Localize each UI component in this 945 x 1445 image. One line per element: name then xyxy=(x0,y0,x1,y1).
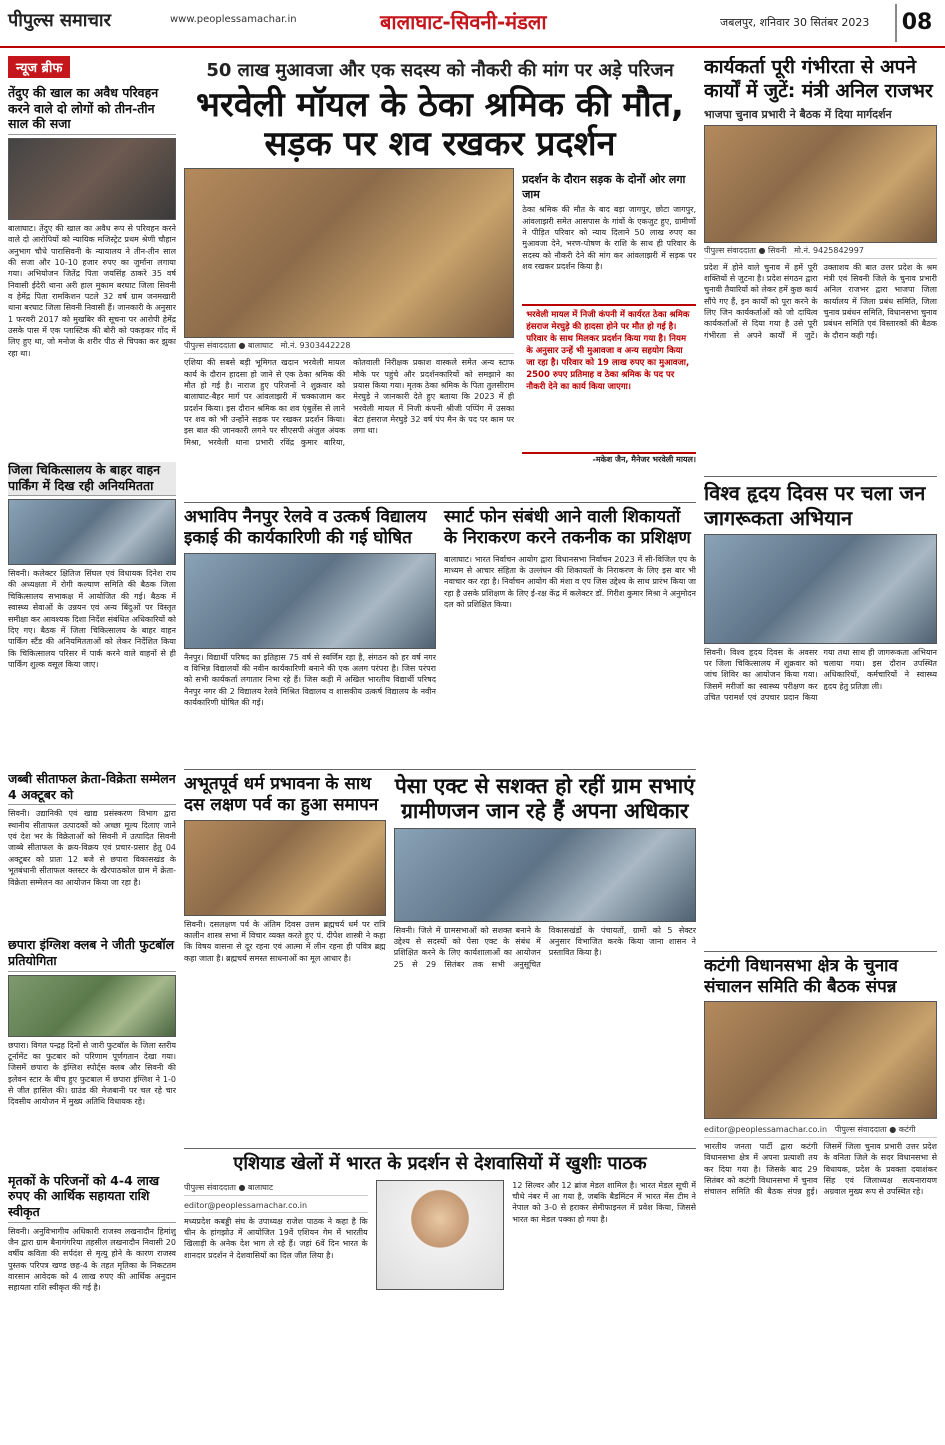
rajbhar-headline: कार्यकर्ता पूरी गंभीरता से अपने कार्यों में जुटें: मंत्री अनिल राजभर xyxy=(704,56,933,102)
procession-photo xyxy=(184,820,386,916)
abvp-group-photo xyxy=(184,553,436,649)
lead-credit: पीपुल्स संवाददाता ● बालाघाट xyxy=(184,341,273,351)
smartphone-training-headline: स्मार्ट फोन संबंधी आने वाली शिकायतों के निराकरण करने तकनीक का प्रशिक्षण xyxy=(444,507,691,549)
page-number: 08 xyxy=(895,4,937,42)
dateline: जबलपुर, शनिवार 30 सितंबर 2023 xyxy=(720,16,870,29)
manager-quote: भरवेली मायल में निजी कंपनी में कार्यरत ठेका श्रमिक हंसराज मेरघुड़े की हादसा होने पर मौत हो गई है। परिवार के साथ मिलकर प्रदर्शन किया गया है। नियम के अनुसार उन्हें भी मुआवजा व अन्य सहयोग किया जा रहा है। परिवार को 19 लाख रुपए का मुआवजा, 2500 रुपए प्रतिमाह व ठेका श्रमिक के पद पर नौकरी देने का कार्य किया जाएगा। xyxy=(522,304,696,454)
brief-headline-football: छपारा इंग्लिश क्लब ने जीती फुटबॉल प्रतियोगिता xyxy=(8,937,176,971)
katangi-meeting-photo xyxy=(704,1001,937,1119)
right-stories xyxy=(704,56,937,1436)
katangi-email[interactable]: editor@peoplessamachar.co.in xyxy=(704,1125,828,1134)
pesa-headline: पेसा एक्ट से सशक्त हो रहीं ग्राम सभाएं ग्रामीणजन जान रहे हैं अपना अधिकार xyxy=(394,774,695,824)
brief-headline-sitaphal: जब्बी सीताफल क्रेता-विक्रेता सम्मेलन 4 अक्टूबर को xyxy=(8,771,176,805)
masthead xyxy=(0,0,945,48)
dharma-headline: अभूतपूर्व धर्म प्रभावना के साथ दस लक्षण पर्व का हुआ समापन xyxy=(184,774,379,816)
lead-mobile: मो.नं. 9303442228 xyxy=(280,341,351,351)
brief-text-aid: सिवनी। अनुविभागीय अधिकारी राजस्व लखनादौन हिमांशु जैन द्वारा ग्राम बैनागंगरिया तहसील लखनादौन निवासी 20 वर्षीय कविता की सर्पदंश से मृत्यु होने के कारण राजस्व पुस्तक परिपत्र खण्ड छह-4 के तहत मृतिका के निकटतम वारसान आवेदक को 4 लाख रुपए की आर्थिक अनुदान सहायता राशि स्वीकृत की गई है। xyxy=(8,1226,176,1293)
heart-day-photo xyxy=(704,534,937,644)
lead-headline: भरवेली मॉयल के ठेका श्रमिक की मौत, सड़क पर शव रखकर प्रदर्शन xyxy=(196,85,684,165)
heart-day-headline: विश्व हृदय दिवस पर चला जन जागरूकता अभियान xyxy=(704,480,926,530)
asiad-text: मध्यप्रदेश कबड्डी संघ के उपाध्यक्ष राजेश पाठक ने कहा है कि चीन के हांगझोउ में आयोजित 19वें एशियन गेम में भारतीय खिलाड़ी के अनेक देश भाग ले रहे हैं। जहां 6वें दिन भारत के शानदार प्रदर्शन ने देशवासियों का दिल जीत लिया है। xyxy=(184,1216,368,1260)
gavel-photo xyxy=(8,138,176,220)
protest-photo xyxy=(184,168,514,338)
heart-day-text: सिवनी। विश्व हृदय दिवस के अवसर पर जिला चिकित्सालय में शुक्रवार को जांच शिविर का आयोजन किया गया। जिसमें मरीजों का स्वास्थ्य परीक्षण कर उचित परामर्श एवं उपचार प्रदान किया गया तथा साथ ही जागरूकता अभियान चलाया गया। इस दौरान उपस्थित अधिकारियों, कर्मचारियों ने स्वास्थ्य हृदय हेतु प्रतिज्ञा ली। xyxy=(704,647,937,702)
lead-story-text: एशिया की सबसे बड़ी भूमिगत खदान भरवेली मायल कार्य के दौरान हादसा हो जाने से एक ठेका श्रमिक की मौत हो गई है। नाराज हुए परिजनों ने शुक्रवार को बालाघाट-बैहर मार्ग पर आंवलाझरी में चक्काजाम कर प्रदर्शन किया। इस दौरान श्रमिक का शव एंबुलेंस से लाने पर शव को भी उन्होंने सड़क पर रखकर प्रदर्शन किया। इस बात की जानकारी लगने पर सीएसपी अंजुल अंयक मिश्रा, भरवेली थाना प्रभारी रविंद्र कुमार बारिया, कोतवाली निरीक्षक प्रकाश वास्कले समेत अन्य स्टाफ मौके पर पहुंचे और प्रदर्शनकारियों को समझाने का प्रयास किया गया। मृतक ठेका श्रमिक के पिता तुलसीराम मेरघुड़े ने जानकारी देते हुए बताया कि 2023 में ही भरवेली मायल में निजी कंपनी श्रीजी पप्पिंग में उसका बेटा हंसराज मेरघुड़े 32 वर्ष पंप मैन के पद पर काम पर लगा था। xyxy=(184,358,515,447)
bjp-meeting-photo xyxy=(704,125,937,243)
rajesh-pathak-portrait xyxy=(376,1180,505,1290)
brief-text-sitaphal: सिवनी। उद्यानिकी एवं खाद्य प्रसंस्करण विभाग द्वारा स्थानीय सीताफल उत्पादकों को अच्छा मूल्य दिलाए जाने एवं देश भर के विक्रेताओं को सिवनी में उत्पादित सिवनी जाब्बे सीताफल के क्रय-विक्रय एवं प्रचार-प्रसार हेतु 04 अक्टूबर को प्रातः 12 बजे से छपारा विकासखंड के भूतबंधानी सीताफल क्लस्टर के खैरपाठकोल ग्राम में क्रेता-विक्रेता सम्मेलन का आयोजन किया जा रहा है। xyxy=(8,809,176,887)
katangi-headline: कटंगी विधानसभा क्षेत्र के चुनाव संचालन समिति की बैठक संपन्न xyxy=(704,955,898,997)
rajbhar-credit: पीपुल्स संवाददाता ● सिवनी xyxy=(704,245,787,255)
brief-headline-aid: मृतकों के परिजनों को 4-4 लाख रुपए की आर्थिक सहायता राशि स्वीकृत xyxy=(8,1173,176,1223)
lead-kicker: 50 लाख मुआवजा और एक सदस्य को नौकरी की मांग पर अड़े परिजन xyxy=(206,60,674,81)
rajbhar-mobile: मो.नं. 9425842997 xyxy=(794,245,864,255)
katangi-text: भारतीय जनता पार्टी द्वारा कटंगी विधानसभा क्षेत्र में अपना प्रत्याशी तय कर दिया गया है। जिसके बाद 29 सितंबर को कटंगी विधानसभा में चुनाव संचालन समिति की बैठक संपन्न हुई। जिसमें जिला चुनाव प्रभारी उत्तर प्रदेश के वनिता जिले के सदर विधानसभा से विधायक, प्रदेश के प्रवक्ता दयाशंकर सिंह एवं जिलाध्यक्ष सत्यनारायण अग्रवाल मुख्य रूप से उपस्थित रहे। xyxy=(704,1142,937,1197)
website-url[interactable]: www.peoplessamachar.in xyxy=(170,14,297,25)
abvp-text: नैनपुर। विद्यार्थी परिषद का इतिहास 75 वर्ष से स्वर्णिम रहा है, संगठन को हर वर्ष नगर व विभिन्न विद्यालयों की नवीन कार्यकारिणी बनाने की एक अलग परंपरा है। जिस परंपरा को सभी कार्यकर्ता लगातार निभा रहे हैं। जिस कड़ी में अखिल भारतीय विद्यार्थी परिषद नैनपुर नगर की 2 विद्यालय रेलवे मिश्रित विद्यालय व शासकीय उत्कर्ष विद्यालय के नवीन कार्यकारिणी घोषित की गई। xyxy=(184,652,436,708)
brief-text-hospital: सिवनी। कलेक्टर क्षितिज सिंघल एवं विधायक दिनेश राय की अध्यक्षता में रोगी कल्याण समिति की बैठक जिला चिकित्सालय सभाकक्ष में आयोजित की गई। बैठक में स्वास्थ्य सेवाओं के उन्नयन एवं अन्य बिंदुओं पर विस्तृत समीक्षा कर आवश्यक दिशा निर्देश संबंधित अधिकारियों को दिए गए। बैठक में जिला चिकित्सालय के बाहर वाहन पार्किंग स्टैंड की अनियमितताओं को लेकर निर्देशित किया कि चिकित्सालय परिसर में पार्क करने वाले वाहनों से ही पार्किंग शुल्क वसूल किया जाए। xyxy=(8,569,176,669)
brief-headline-leopard: तेंदुए की खाल का अवैध परिवहन करने वाले दो लोगों को तीन-तीन साल की सजा xyxy=(8,85,176,135)
lead-subhead: प्रदर्शन के दौरान सड़क के दोनों ओर लगा जाम xyxy=(522,173,686,202)
asiad-credit: पीपुल्स संवाददाता ● बालाघाट xyxy=(184,1182,273,1192)
lead-subhead-text: ठेका श्रमिक की मौत के बाद बड़ा जागपुर, छोटा जागपुर, आंवलाझरी समेत आसपास के गांवों के एकजुट हुए, ग्रामीणों ने पीड़ित परिवार को न्याय दिलाने 50 लाख रुपए का मुआवजा देने, भरण-पोषण के राशि के साथ ही परिवार के सदस्य को नौकरी देने की मांग कर आंवलाझरी में सड़क पर शव रखकर प्रदर्शन किया है। xyxy=(522,205,696,271)
main-stories xyxy=(184,56,696,1436)
abvp-headline: अभाविप नैनपुर रेलवे व उत्कर्ष विद्यालय इकाई की कार्यकारिणी की गई घोषित xyxy=(184,507,427,549)
news-brief-column xyxy=(8,56,176,1436)
quote-attribution: -मकेश जैन, मैनेजर भरवेली मायल। xyxy=(592,455,696,465)
football-team-photo xyxy=(8,975,176,1037)
rajbhar-subhead: भाजपा चुनाव प्रभारी ने बैठक में दिया मार्गदर्शन xyxy=(704,107,892,121)
newspaper-logo: पीपुल्स समाचार xyxy=(8,10,111,31)
brief-text-leopard: बालाघाट। तेंदुए की खाल का अवैध रूप से परिवहन करने वाले दो आरोपियों को न्यायिक मजिस्ट्रेट प्रथम श्रेणी चौहान अनुभाग चौधे पारासिवनी के न्यायालय ने तीन-तीन साल की सजा और 10-10 हजार रुपए का जुर्माना लगाया गया। अभियोजन जितेंद्र पिता जयसिंह ठाकरे 35 वर्ष निवासी ईदेरी थाना अरी हाल मुकाम बरघाट जिला सिवनी व हेमेंद्र पिता रामकिशन पटले 32 वर्ष ग्राम जनमखारी थाना बरघाट जिला सिवनी निवासी हैं। जानकारी के अनुसार 1 फरवरी 2017 को मुखबिर की सूचना पर आरोपी हेमेंद्र उसके पास में एक प्लास्टिक की बोरी को पकड़कर गोंद में लिए हुए था, जो मनोज के शरीर पीठ से चिपका कर झुका रहा था। xyxy=(8,223,176,358)
pesa-text: सिवनी। जिले में ग्रामसभाओं को सशक्त बनाने के उद्देश्य से सदस्यों को पेसा एक्ट के संबंध में प्रशिक्षित करने के लिए कार्यशालाओं का आयोजन 25 से 29 सितंबर तक सभी अनुसूचित विकासखंडों के पंचायतों, ग्रामों को 5 सेक्टर अनुसार विभाजित करके किया जाना शासन ने प्रस्तावित किया है। xyxy=(393,925,696,969)
brief-headline-hospital: जिला चिकित्सालय के बाहर वाहन पार्किंग में दिख रही अनियमितता xyxy=(8,462,176,496)
asiad-text-cont: 12 सिल्वर और 12 ब्रांज मेडल शामिल है। भारत मेडल सूची में चौथे नंबर में आ गया है, जबकि बैडमिंटन में भारत मेंस टीम ने नेपाल को 3-0 से हराकर सेमीफाइनल में प्रवेश किया, जिससे भारत का मेडल पक्का हो गया है। xyxy=(512,1180,696,1224)
news-brief-tag: न्यूज ब्रीफ xyxy=(8,56,70,78)
brief-text-football: छपारा। विगत पन्द्रह दिनों से जारी फुटबॉल के जिला स्तरीय टूर्नामेंट का फुटबार को परिणाम पूर्णगतान देखा गया। जिसमें छपारा के इंग्लिश स्पोर्ट्स क्लब और सिवनी की इलेवन स्टार के बीच हुए फुटबाल में छपारा इंग्लिश ने 1-0 से जीत हासिल की। ग्राउंड की मेजबानी पर चल रहे चार दिवसीय आयोजन में मुख्य अतिथि विधायक रहे। xyxy=(8,1040,176,1107)
asiad-email[interactable]: editor@peoplessamachar.co.in xyxy=(184,1200,308,1210)
asiad-headline: एशियाड खेलों में भारत के प्रदर्शन से देशवासियों में खुशीः पाठक xyxy=(233,1153,647,1175)
smartphone-training-text: बालाघाट। भारत निर्वाचन आयोग द्वारा विधानसभा निर्वाचन 2023 में सी-विजिल एप के माध्यम से आचार संहिता के उल्लंघन की शिकायतों के निराकरण के लिए इस बार भी नवाचार कर रहा है। निर्वाचन आयोग की मंशा व एप जिस उद्देश्य के साथ प्रारंभ किया जा रहा है उसके प्रशिक्षण के लिए ई-रक्ष केंद्र में कलेक्टर डॉ. गिरीश कुमार मिश्रा ने अनुमोदन दल को प्रशिक्षित किया। xyxy=(444,554,696,610)
rajbhar-text: प्रदेश में होने वाले चुनाव में हमें पूरी शक्तियों से जुटना है। प्रदेश संगठन द्वारा चुनावी तैयारियों को लेकर हमें कुछ कार्य सौंपे गए हैं, इन कार्यों को पूरा करने के लिए जिन कार्यकर्ताओं को जो दायित्व कार्यकर्ताओं से दिया गया है उसे पूरी गंभीरता से अपने कार्यों में जुटें। उक्ताशय की बात उत्तर प्रदेश के श्रम मंत्री एवं सिवनी जिले के चुनाव प्रभारी अनिल राजभर द्वारा भाजपा जिला कार्यालय में जिला प्रबंध समिति, जिला चुनाव प्रबंधन समिति, विधानसभा चुनाव प्रबंधन समिति एवं विस्तारकों की बैठक के दौरान कही गईं। xyxy=(704,262,937,340)
edition-title: बालाघाट-सिवनी-मंडला xyxy=(380,10,547,34)
hospital-meeting-photo xyxy=(8,499,176,565)
katangi-credit: पीपुल्स संवाददाता ● कटंगी xyxy=(834,1125,916,1134)
dharma-text: सिवनी। दसलक्षण पर्व के अंतिम दिवस उत्तम ब्रह्मचर्य धर्म पर रात्रि कालीन शास्त्र सभा में विचार व्यक्त करते हुए पं. दीपेश शास्त्री ने कहा कि विषय वासना से दूर रहना एवं आत्मा में लीन रहना ही पवित्र ब्रह्म कहा जाता है। ब्रह्मचर्य समस्त साधनाओं का मूल आधार है। xyxy=(184,919,386,963)
pesa-meeting-photo xyxy=(394,828,696,922)
